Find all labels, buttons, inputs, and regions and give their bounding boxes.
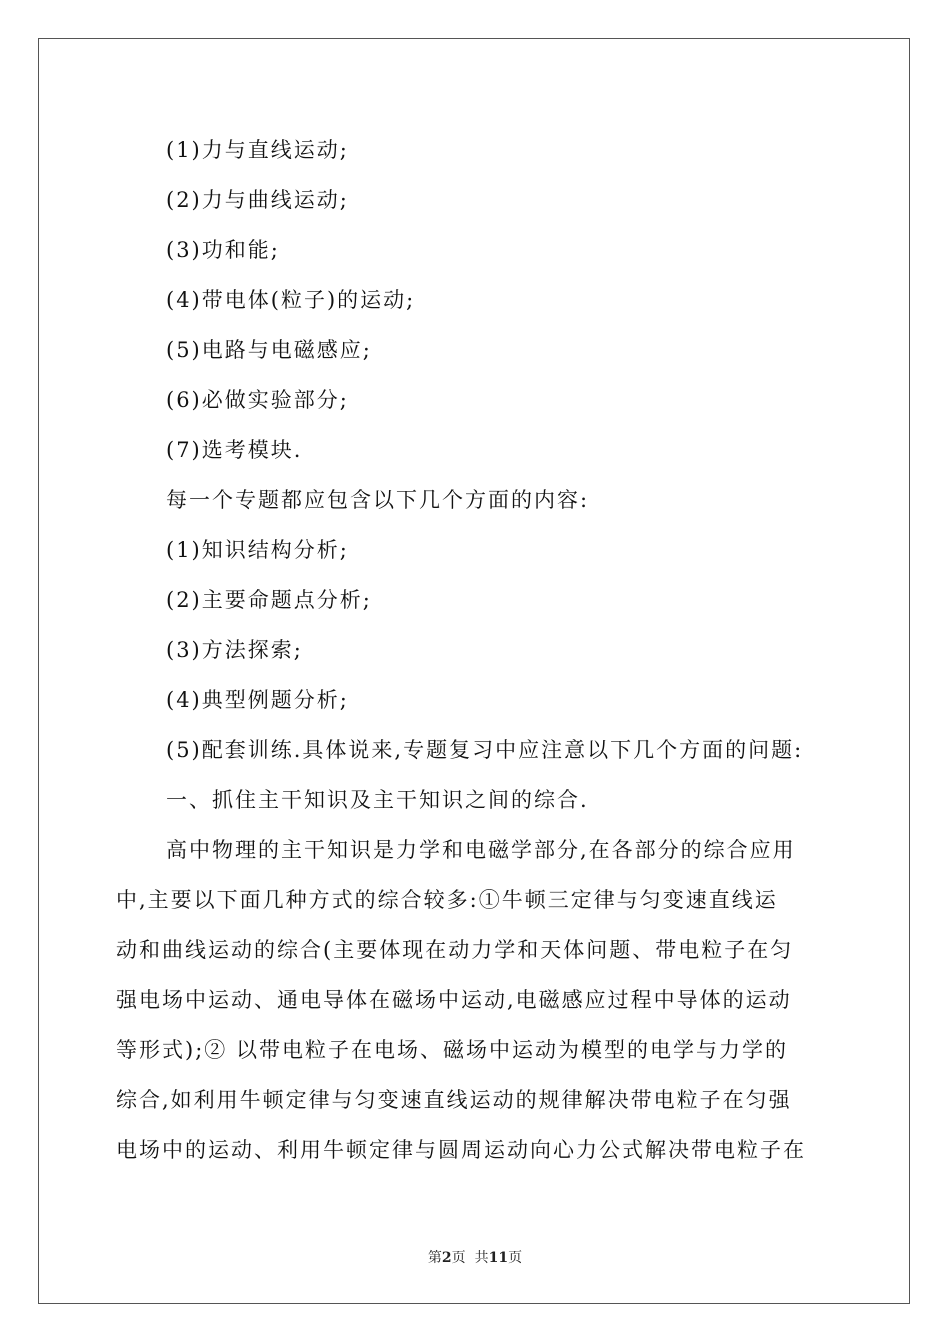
page-footer <box>0 1247 950 1267</box>
paragraph-line: 高中物理的主干知识是力学和电磁学部分,在各部分的综合应用 <box>166 838 796 862</box>
section-heading: 一、抓住主干知识及主干知识之间的综合. <box>166 788 589 812</box>
total-page-number: 11 <box>488 1250 509 1266</box>
list-item: (2)力与曲线运动; <box>166 188 349 212</box>
paragraph-line: 综合,如利用牛顿定律与匀变速直线运动的规律解决带电粒子在匀强 <box>116 1088 792 1112</box>
list-item: (1)力与直线运动; <box>166 138 349 162</box>
paragraph-line: 强电场中运动、通电导体在磁场中运动,电磁感应过程中导体的运动 <box>116 988 792 1012</box>
footer-mid: 页 共 <box>451 1250 489 1266</box>
list-item: (3)功和能; <box>166 238 280 262</box>
list-item: (7)选考模块. <box>166 438 303 462</box>
footer-prefix: 第 <box>427 1250 442 1266</box>
list-item: (4)带电体(粒子)的运动; <box>166 288 416 312</box>
list-item: (1)知识结构分析; <box>166 538 349 562</box>
intro-line: 每一个专题都应包含以下几个方面的内容: <box>166 488 590 512</box>
list-item: (6)必做实验部分; <box>166 388 349 412</box>
list-item: (2)主要命题点分析; <box>166 588 372 612</box>
paragraph-line: 电场中的运动、利用牛顿定律与圆周运动向心力公式解决带电粒子在 <box>116 1138 806 1162</box>
current-page-number: 2 <box>441 1250 452 1266</box>
footer-suffix: 页 <box>508 1250 523 1266</box>
paragraph-line: 中,主要以下面几种方式的综合较多:①牛顿三定律与匀变速直线运 <box>116 888 778 912</box>
list-item: (4)典型例题分析; <box>166 688 349 712</box>
list-item: (5)配套训练.具体说来,专题复习中应注意以下几个方面的问题: <box>166 738 804 762</box>
list-item: (5)电路与电磁感应; <box>166 338 372 362</box>
page-border <box>38 38 910 1304</box>
paragraph-line: 动和曲线运动的综合(主要体现在动力学和天体问题、带电粒子在匀 <box>116 938 794 962</box>
list-item: (3)方法探索; <box>166 638 303 662</box>
paragraph-line: 等形式);② 以带电粒子在电场、磁场中运动为模型的电学与力学的 <box>116 1038 788 1062</box>
